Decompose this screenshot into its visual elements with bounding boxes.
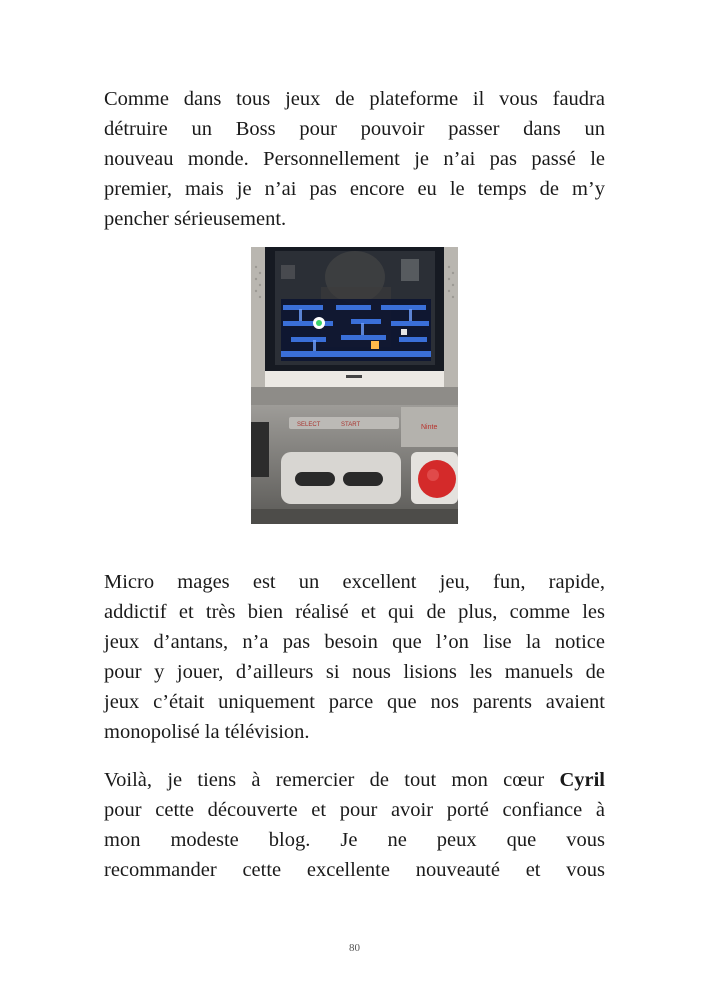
dpad-icon (251, 422, 269, 477)
paragraph-review (104, 567, 605, 747)
text-run: Voilà, je tiens à remercier de tout mon cœur (104, 769, 560, 791)
text-line: addictif et très bien réalisé et qui de plus, comme les (104, 601, 605, 623)
text-line: nouveau monde. Personnellement je n’ai pas passé le (104, 148, 605, 170)
page-number: 80 (349, 942, 360, 954)
start-label: START (341, 422, 361, 428)
paragraph-boss (104, 84, 605, 234)
text-line: détruire un Boss pour pouvoir passer dans un (104, 118, 605, 140)
select-button (295, 472, 335, 486)
text-line (104, 765, 605, 795)
text-line: premier, mais je n’ai pas encore eu le temps de m’y (104, 178, 605, 200)
text-line: jeux c’était uniquement parce que nos parents avaient (104, 691, 605, 713)
author-name: Cyril (559, 769, 605, 791)
text-line: Comme dans tous jeux de plateforme il vous faudra (104, 88, 605, 110)
text-line: Micro mages est un excellent jeu, fun, rapide, (104, 571, 605, 593)
select-label: SELECT (297, 422, 321, 428)
text-line: jeux d’antans, n’a pas besoin que l’on lise la notice (104, 631, 605, 653)
text-line: monopolisé la télévision. (104, 721, 310, 743)
text-line: recommander cette excellente nouveauté et vous (104, 859, 605, 881)
brand-mark: Ninte (421, 424, 438, 431)
text-line: mon modeste blog. Je ne peux que vous (104, 829, 605, 851)
game-photo (251, 247, 458, 524)
nes-console-photo-illustration (251, 247, 458, 524)
paragraph-thanks (104, 765, 605, 885)
text-line: pencher sérieusement. (104, 208, 287, 230)
text-line: pour cette découverte et pour avoir porté confiance à (104, 799, 605, 821)
start-button (343, 472, 383, 486)
text-line: pour y jouer, d’ailleurs si nous lisions les manuels de (104, 661, 605, 683)
